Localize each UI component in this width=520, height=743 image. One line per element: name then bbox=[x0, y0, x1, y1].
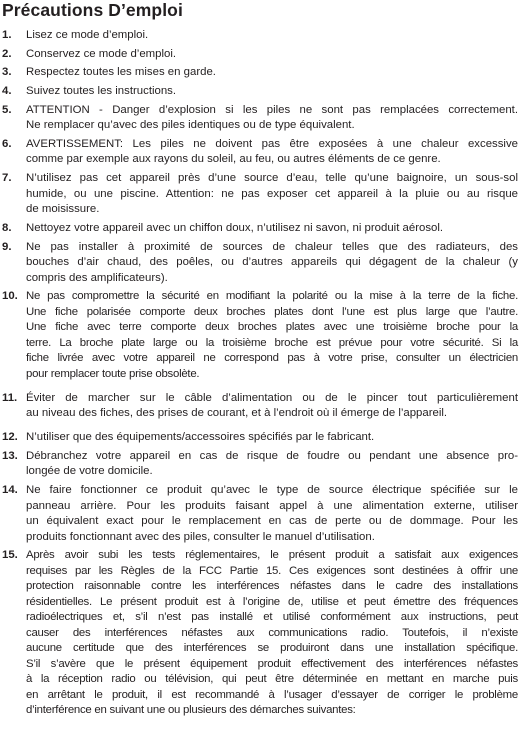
item-text-line: AVERTISSEMENT: Les piles ne doivent pas être exposées à une chaleur excessive bbox=[26, 137, 518, 150]
precaution-item bbox=[2, 47, 520, 63]
item-text-line: produits fonctionnant avec des piles, consulter le manuel d’utilisation. bbox=[26, 530, 375, 543]
precautions-list bbox=[2, 28, 520, 719]
item-text bbox=[26, 103, 520, 134]
item-text-line: causer des interférences néfastes aux communications radio. Toutefois, il n’existe bbox=[26, 626, 518, 639]
item-text-line: longée de votre domicile. bbox=[26, 465, 153, 478]
item-text-line: Débranchez votre appareil en cas de risque de foudre ou pendant une absence pro- bbox=[26, 449, 518, 462]
item-number: 1. bbox=[2, 29, 12, 41]
item-number: 4. bbox=[2, 85, 12, 98]
precaution-item bbox=[2, 103, 520, 134]
item-number: 10. bbox=[2, 290, 18, 303]
item-number: 5. bbox=[2, 103, 12, 116]
item-text bbox=[26, 430, 520, 446]
item-number: 3. bbox=[2, 66, 12, 79]
item-number: 2. bbox=[2, 47, 12, 60]
precaution-item bbox=[2, 84, 520, 100]
item-number: 6. bbox=[2, 137, 12, 150]
precaution-item bbox=[2, 28, 520, 44]
page-title: Précautions D’emploi bbox=[2, 0, 183, 20]
item-text-line: Une fiche polarisée comporte deux broches plates dont l’une est plus large que l’autre. bbox=[26, 305, 518, 318]
item-text-line: comme par exemple aux rayons du soleil, au feu, ou autres éléments de ce genre. bbox=[26, 153, 441, 166]
item-text-line: Après avoir subi les tests réglementaires, le présent produit a satisfait aux exigences bbox=[26, 549, 518, 562]
item-text-line: un équivalent exact pour le remplacement en cas de perte ou de dommage. Pour les bbox=[26, 515, 518, 528]
item-text-line: compris des amplificateurs). bbox=[26, 271, 168, 284]
precaution-item bbox=[2, 449, 520, 480]
item-text-line: bouches d’air chaud, des poêles, ou d’autres appareils qui dégagent de la chaleur (y bbox=[26, 256, 518, 268]
item-text-line: Conservez ce mode d’emploi. bbox=[26, 47, 177, 60]
item-text-line: Éviter de marcher sur le câble d’alimentation ou de le pincer tout particulièrement bbox=[26, 391, 518, 404]
item-text-line: panneau arrière. Pour les produits faisant appel à une alimentation externe, utiliser bbox=[26, 499, 518, 512]
item-text-line: pour remplacer toute prise obsolète. bbox=[26, 367, 200, 380]
item-text-line: radioélectriques et, s’il n’est pas installé et utilisé conformément aux instructions, peut bbox=[26, 611, 518, 624]
item-number: 14. bbox=[2, 484, 18, 497]
item-text bbox=[26, 240, 520, 287]
precaution-item bbox=[2, 289, 520, 382]
item-text-line: Ne pas compromettre la sécurité en modifiant la polarité ou la mise à la terre de la fiche. bbox=[26, 290, 518, 303]
item-text-line: Une fiche avec terre comporte deux broches plates avec une troisième broche pour la bbox=[26, 321, 518, 334]
item-text bbox=[26, 137, 520, 168]
item-text-line: à la réception radio ou télévision, qui peut être déterminée en mettant en marche puis bbox=[26, 673, 518, 686]
precaution-item bbox=[2, 221, 520, 237]
item-text-line: en arrêtant le produit, il est recommandé à l’usager d’essayer de corriger le problème bbox=[26, 688, 518, 701]
item-number: 15. bbox=[2, 549, 18, 562]
item-text bbox=[26, 483, 520, 545]
item-text-line: fiche livrée avec votre appareil ne correspond pas à votre prise, consulter un électricien bbox=[26, 352, 518, 365]
item-text bbox=[26, 171, 520, 218]
item-text-line: requises par les Règles de la FCC Partie 15. Ces exigences sont destinées à offrir une bbox=[26, 564, 518, 577]
item-text bbox=[26, 28, 520, 44]
precaution-item bbox=[2, 240, 520, 287]
precaution-item bbox=[2, 171, 520, 218]
item-text-line: N’utilisez pas cet appareil près d’une source d’eau, telle qu’une baignoire, un sous-sol bbox=[26, 172, 518, 185]
item-number: 12. bbox=[2, 431, 18, 444]
item-text-line: Nettoyez votre appareil avec un chiffon doux, n’utilisez ni savon, ni produit aérosol. bbox=[26, 221, 444, 234]
precaution-item bbox=[2, 483, 520, 545]
item-text bbox=[26, 449, 520, 480]
precaution-item bbox=[2, 430, 520, 446]
item-number: 8. bbox=[2, 221, 12, 234]
item-text bbox=[26, 65, 520, 81]
item-number: 7. bbox=[2, 172, 12, 185]
item-text-line: Ne pas installer à proximité de sources de chaleur telles que des radiateurs, des bbox=[26, 240, 518, 253]
item-text bbox=[26, 548, 520, 719]
item-text bbox=[26, 84, 520, 100]
item-text-line: Ne remplacer qu’avec des piles identiques ou de type équivalent. bbox=[26, 119, 355, 132]
item-text-line: Suivez toutes les instructions. bbox=[26, 85, 177, 98]
item-text-line: N’utiliser que des équipements/accessoires spécifiés par le fabricant. bbox=[26, 431, 375, 444]
item-text-line: aucune certitude que des interférences se produiront dans une installation spécifique. bbox=[26, 642, 518, 655]
item-number: 13. bbox=[2, 449, 18, 462]
item-number: 9. bbox=[2, 240, 12, 253]
item-text-line: ATTENTION - Danger d’explosion si les piles ne sont pas remplacées correctement. bbox=[26, 103, 518, 116]
precaution-item bbox=[2, 548, 520, 719]
item-text-line: protection raisonnable contre les interférences néfastes dans le cadre des installations bbox=[26, 580, 518, 593]
item-text-line: humide, ou une piscine. Attention: ne pas exposer cet appareil à la pluie ou au risque bbox=[26, 187, 518, 200]
precaution-item bbox=[2, 65, 520, 81]
item-text bbox=[26, 391, 520, 422]
precaution-item bbox=[2, 391, 520, 422]
precaution-item bbox=[2, 137, 520, 168]
item-text bbox=[26, 221, 520, 237]
item-text-line: au niveau des fiches, des prises de courant, et à l’endroit où il émerge de l’appareil. bbox=[26, 407, 448, 420]
item-text-line: d’interférence en suivant une ou plusieurs des démarches suivantes: bbox=[26, 704, 356, 717]
item-text-line: Ne faire fonctionner ce produit qu’avec le type de source électrique spécifiée sur le bbox=[26, 484, 518, 497]
item-text-line: terre. La broche plate large ou la troisième broche est prévue pour votre sécurité. Si la bbox=[26, 336, 518, 349]
item-number: 11. bbox=[2, 391, 18, 404]
item-text-line: S’il s’avère que le présent équipement produit effectivement des interférences néfastes bbox=[26, 657, 518, 670]
item-text-line: Respectez toutes les mises en garde. bbox=[26, 66, 216, 79]
item-text-line: de moisissure. bbox=[26, 203, 100, 216]
item-text bbox=[26, 47, 520, 63]
item-text bbox=[26, 289, 520, 382]
item-text-line: résidentielles. Le présent produit est à l’origine de, utilise et peut émettre des fréquences bbox=[26, 595, 518, 608]
item-text-line: Lisez ce mode d’emploi. bbox=[26, 29, 149, 41]
